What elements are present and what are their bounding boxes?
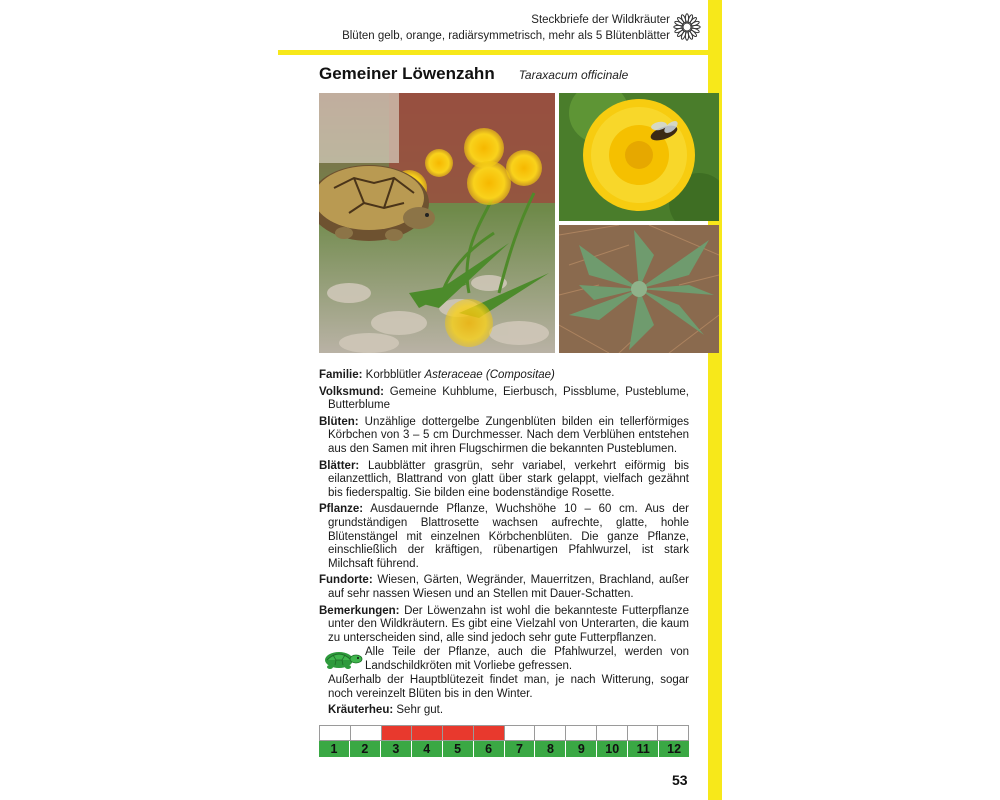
familie-latin: Asteraceae (Compositae): [424, 369, 555, 381]
bemerkungen-text: Der Löwenzahn ist wohl die bekannteste Futterpflanze unter den Wildkräutern. Es gibt eine Vielzahl von Unterarten, die kaum zu unterscheiden sind, alle sind jedoch sehr gute Futterpflanzen.: [328, 604, 689, 644]
turtle-note: [319, 646, 689, 673]
bloom-cell: [412, 726, 443, 740]
bloom-row: [319, 725, 689, 741]
blueten-label: Blüten:: [319, 415, 359, 428]
bloom-cell: [566, 726, 597, 740]
month-row: [319, 741, 689, 757]
entry-volksmund: [319, 386, 689, 413]
plant-latin-name: Taraxacum officinale: [518, 68, 629, 82]
plant-title-row: [319, 64, 628, 84]
month-label: 8: [535, 741, 566, 757]
photo-dandelion-bloom: [559, 93, 719, 221]
bloom-cell: [474, 726, 505, 740]
entry-bemerkungen: [319, 605, 689, 646]
bloom-cell: [505, 726, 536, 740]
entry-blueten: [319, 416, 689, 457]
volksmund-label: Volksmund:: [319, 385, 384, 398]
month-label: 4: [412, 741, 443, 757]
description-text: [319, 369, 689, 719]
bloom-calendar: [319, 725, 689, 757]
month-label: 10: [597, 741, 628, 757]
month-label: 2: [350, 741, 381, 757]
bloom-cell: [597, 726, 628, 740]
month-label: 9: [566, 741, 597, 757]
bloom-cell: [351, 726, 382, 740]
pflanze-text: Ausdauernde Pflanze, Wuchshöhe 10 – 60 cm. Aus der grundständigen Blattrosette wachsen aufrechte, glatte, hohle Blütenstängel mit einzelnen Körbchenblüten. Die ganze Pflanze, einschließlich der kräftigen, rübenartigen Pfahlwurzel, ist stark Milchsaft führend.: [328, 503, 690, 570]
photo-turtle-dandelions: [319, 93, 555, 353]
bemerkungen-label: Bemerkungen:: [319, 604, 400, 617]
bemerkungen-extra: Außerhalb der Hauptblütezeit findet man, je nach Witterung, sogar noch vereinzelt Blüten bis in den Winter.: [328, 674, 689, 701]
running-header: [342, 12, 670, 44]
entry-pflanze: [319, 503, 689, 571]
month-label: 7: [505, 741, 536, 757]
bloom-cell: [628, 726, 659, 740]
familie-text: Korbblütler: [365, 369, 422, 381]
month-label: 11: [628, 741, 659, 757]
entry-fundorte: [319, 574, 689, 601]
photo-leaf-rosette: [559, 225, 719, 353]
bloom-cell: [443, 726, 474, 740]
month-label: 5: [443, 741, 474, 757]
entry-familie: [319, 369, 689, 383]
blaetter-text: Laubblätter grasgrün, sehr variabel, verkehrt eiförmig bis eilanzettlich, Blattrand von glatt über stark gelappt, vielfach gezähnt bis fiederspaltig. Sie bilden eine bodenständige Rosette.: [328, 459, 690, 499]
month-label: 1: [319, 741, 350, 757]
volksmund-text: Gemeine Kuhblume, Eierbusch, Pissblume, Pusteblume, Butterblume: [328, 385, 689, 412]
flower-outline-icon: [672, 12, 702, 42]
turtle-note-text: Alle Teile der Pflanze, auch die Pfahlwurzel, werden von Landschildkröten mit Vorliebe gefressen.: [365, 646, 689, 672]
bloom-cell: [382, 726, 413, 740]
blaetter-label: Blätter:: [319, 459, 360, 472]
entry-kraeuterheu: [319, 704, 689, 718]
entry-blaetter: [319, 460, 689, 501]
month-label: 6: [474, 741, 505, 757]
top-yellow-rule: [278, 50, 708, 55]
blueten-text: Unzählige dottergelbe Zungenblüten bilden ein tellerförmiges Körbchen von 3 – 5 cm Durchmesser. Nach dem Verblühen entstehen aus den Samen mit ihren Flugschirmen die bekannten Pusteblumen.: [328, 415, 690, 455]
fundorte-text: Wiesen, Gärten, Wegränder, Mauerritzen, Brachland, außer auf sehr nassen Wiesen und an Stellen mit Dauer-Schatten.: [328, 574, 689, 600]
familie-label: Familie:: [319, 369, 363, 381]
bloom-cell: [535, 726, 566, 740]
plant-name: Gemeiner Löwenzahn: [319, 64, 495, 83]
month-label: 12: [659, 741, 689, 757]
bloom-cell: [658, 726, 688, 740]
header-line-1: Steckbriefe der Wildkräuter: [531, 14, 670, 26]
page-number: 53: [672, 772, 688, 788]
header-line-2: Blüten gelb, orange, radiärsymmetrisch, mehr als 5 Blütenblätter: [342, 30, 670, 42]
turtle-icon: [319, 646, 363, 670]
pflanze-label: Pflanze:: [319, 503, 364, 516]
fundorte-label: Fundorte:: [319, 574, 373, 587]
month-label: 3: [381, 741, 412, 757]
kraeuterheu-label: Kräuterheu:: [328, 703, 394, 716]
bloom-cell: [320, 726, 351, 740]
kraeuterheu-text: Sehr gut.: [396, 703, 444, 716]
